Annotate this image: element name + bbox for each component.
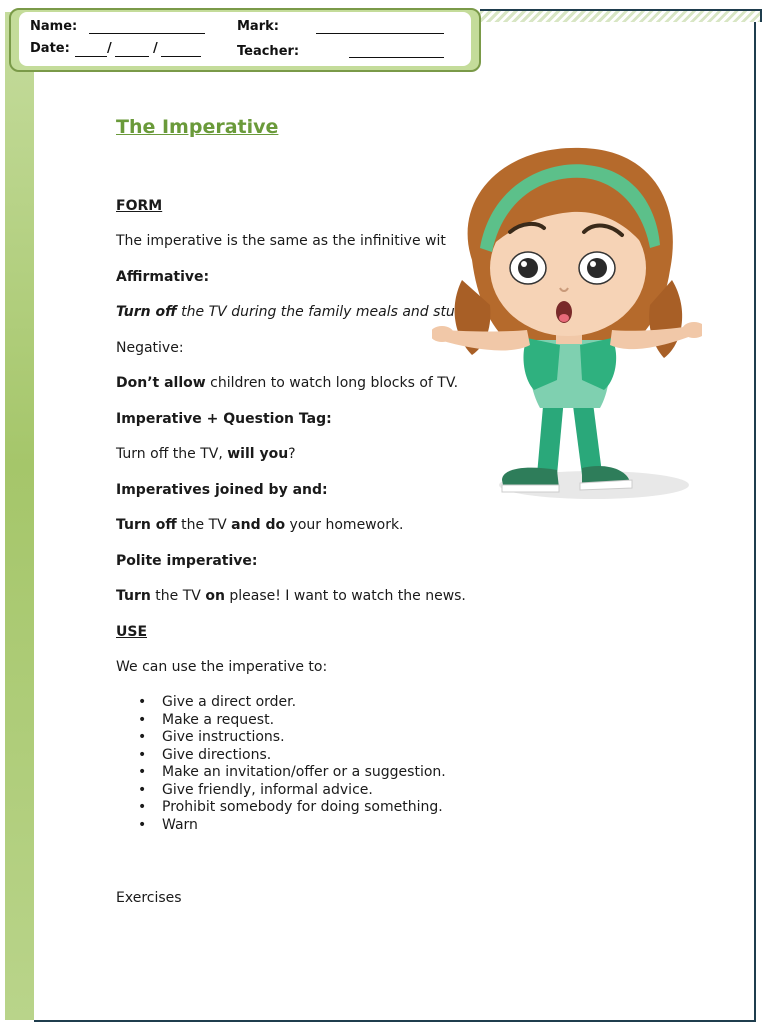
use-heading: USE xyxy=(116,624,148,640)
list-item: • Prohibit somebody for doing something. xyxy=(138,799,446,817)
polite-bold-1: Turn xyxy=(116,588,151,604)
right-pupil xyxy=(587,258,607,278)
name-label: Name: xyxy=(30,19,78,34)
date-year-line xyxy=(161,56,201,57)
date-month-line xyxy=(115,56,149,57)
list-item: • Make an invitation/offer or a suggestion. xyxy=(138,764,446,782)
affirmative-example xyxy=(116,304,455,320)
date-separator-1: / xyxy=(107,41,112,56)
mark-label: Mark: xyxy=(237,19,279,34)
top-decorative-strip xyxy=(480,9,762,22)
question-tag-pre: Turn off the TV, xyxy=(116,446,228,462)
left-decorative-bar xyxy=(5,12,37,1020)
polite-bold-2: on xyxy=(205,588,225,604)
tongue xyxy=(559,314,569,322)
student-info-inner xyxy=(19,12,471,66)
joined-post: your homework. xyxy=(285,517,404,533)
mark-line xyxy=(316,33,444,34)
left-shoe-sole xyxy=(502,485,559,492)
negative-rest: children to watch long blocks of TV. xyxy=(205,375,459,391)
form-intro: The imperative is the same as the infinitive wit xyxy=(116,233,446,249)
question-tag-post: ? xyxy=(288,446,296,462)
left-pupil xyxy=(518,258,538,278)
date-separator-2: / xyxy=(153,41,158,56)
date-day-line xyxy=(75,56,107,57)
list-item: • Give friendly, informal advice. xyxy=(138,782,446,800)
date-label: Date: xyxy=(30,41,70,56)
polite-example xyxy=(116,588,466,604)
affirmative-label: Affirmative: xyxy=(116,269,210,285)
list-item: • Make a request. xyxy=(138,712,446,730)
teacher-line xyxy=(349,57,444,58)
right-eye-shine xyxy=(590,261,596,267)
negative-example xyxy=(116,375,458,391)
polite-mid: the TV xyxy=(150,588,206,604)
teacher-label: Teacher: xyxy=(237,44,300,59)
use-list xyxy=(138,694,446,834)
joined-bold-2: and do xyxy=(231,517,286,533)
question-tag-example xyxy=(116,446,296,462)
joined-example xyxy=(116,517,404,533)
list-item: • Warn xyxy=(138,817,446,835)
list-item: • Give directions. xyxy=(138,747,446,765)
question-tag-bold: will you xyxy=(227,446,289,462)
exercises-heading: Exercises xyxy=(116,890,182,906)
joined-mid: the TV xyxy=(176,517,232,533)
form-heading: FORM xyxy=(116,198,163,214)
negative-verb: Don’t allow xyxy=(116,375,206,391)
cartoon-girl-illustration xyxy=(432,140,702,510)
page-title: The Imperative xyxy=(116,116,279,138)
left-eye-shine xyxy=(521,261,527,267)
list-item: • Give instructions. xyxy=(138,729,446,747)
question-tag-label: Imperative + Question Tag: xyxy=(116,411,332,427)
polite-label: Polite imperative: xyxy=(116,553,258,569)
polite-post: please! I want to watch the news. xyxy=(224,588,466,604)
negative-label: Negative: xyxy=(116,340,184,356)
name-line xyxy=(89,33,205,34)
list-item: • Give a direct order. xyxy=(138,694,446,712)
use-intro: We can use the imperative to: xyxy=(116,659,328,675)
student-info-header xyxy=(9,8,481,72)
joined-bold-1: Turn off xyxy=(116,517,177,533)
joined-label: Imperatives joined by and: xyxy=(116,482,328,498)
affirmative-rest: the TV during the family meals and stu xyxy=(176,304,455,320)
affirmative-verb: Turn off xyxy=(116,304,177,320)
